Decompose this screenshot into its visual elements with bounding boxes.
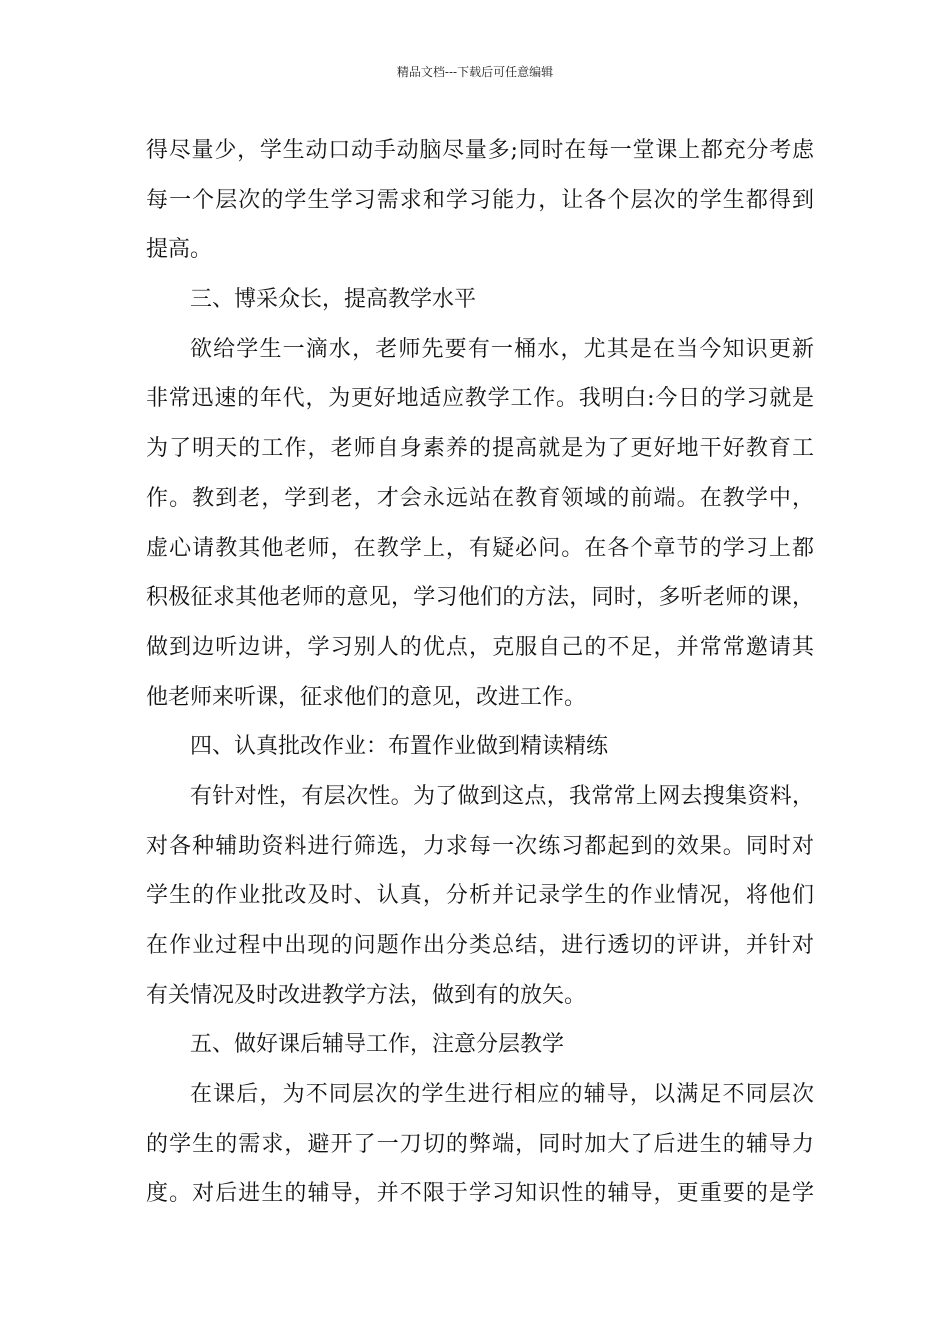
text-line: 四、认真批改作业：布置作业做到精读精练 bbox=[190, 734, 609, 760]
text-line: 五、做好课后辅导工作，注意分层教学 bbox=[190, 1032, 565, 1058]
text-line: 做到边听边讲，学习别人的优点，克服自己的不足，并常常邀请其 bbox=[146, 634, 814, 660]
text-line: 在作业过程中出现的问题作出分类总结，进行透切的评讲，并针对 bbox=[146, 933, 814, 958]
text-line: 虚心请教其他老师，在教学上，有疑必问。在各个章节的学习上都 bbox=[146, 535, 814, 561]
text-line: 欲给学生一滴水，老师先要有一桶水，尤其是在当今知识更新 bbox=[190, 336, 814, 362]
text-line: 学生的作业批改及时、认真，分析并记录学生的作业情况，将他们 bbox=[146, 883, 814, 909]
text-line: 作。教到老，学到老，才会永远站在教育领域的前端。在教学中， bbox=[146, 485, 814, 511]
text-line: 有关情况及时改进教学方法，做到有的放矢。 bbox=[146, 982, 587, 1008]
text-line: 为了明天的工作，老师自身素养的提高就是为了更好地干好教育工 bbox=[146, 436, 814, 462]
text-line: 提高。 bbox=[146, 237, 213, 263]
text-line: 有针对性，有层次性。为了做到这点，我常常上网去搜集资料， bbox=[190, 783, 814, 809]
text-line: 度。对后进生的辅导，并不限于学习知识性的辅导，更重要的是学 bbox=[146, 1181, 814, 1207]
text-line: 积极征求其他老师的意见，学习他们的方法，同时，多听老师的课， bbox=[146, 585, 814, 611]
text-line: 的学生的需求，避开了一刀切的弊端，同时加大了后进生的辅导力 bbox=[146, 1131, 814, 1157]
document-body bbox=[146, 126, 814, 1219]
text-line: 在课后，为不同层次的学生进行相应的辅导，以满足不同层次 bbox=[190, 1082, 814, 1108]
page-header: 精品文档---下载后可任意编辑 bbox=[396, 65, 554, 79]
text-line: 他老师来听课，征求他们的意见，改进工作。 bbox=[146, 684, 587, 710]
text-line: 对各种辅助资料进行筛选，力求每一次练习都起到的效果。同时对 bbox=[146, 833, 814, 859]
text-line: 三、博采众长，提高教学水平 bbox=[190, 287, 477, 313]
text-line: 得尽量少，学生动口动手动脑尽量多;同时在每一堂课上都充分考虑 bbox=[146, 138, 814, 163]
text-line: 非常迅速的年代，为更好地适应教学工作。我明白:今日的学习就是 bbox=[146, 386, 814, 412]
text-line: 每一个层次的学生学习需求和学习能力，让各个层次的学生都得到 bbox=[146, 187, 814, 213]
